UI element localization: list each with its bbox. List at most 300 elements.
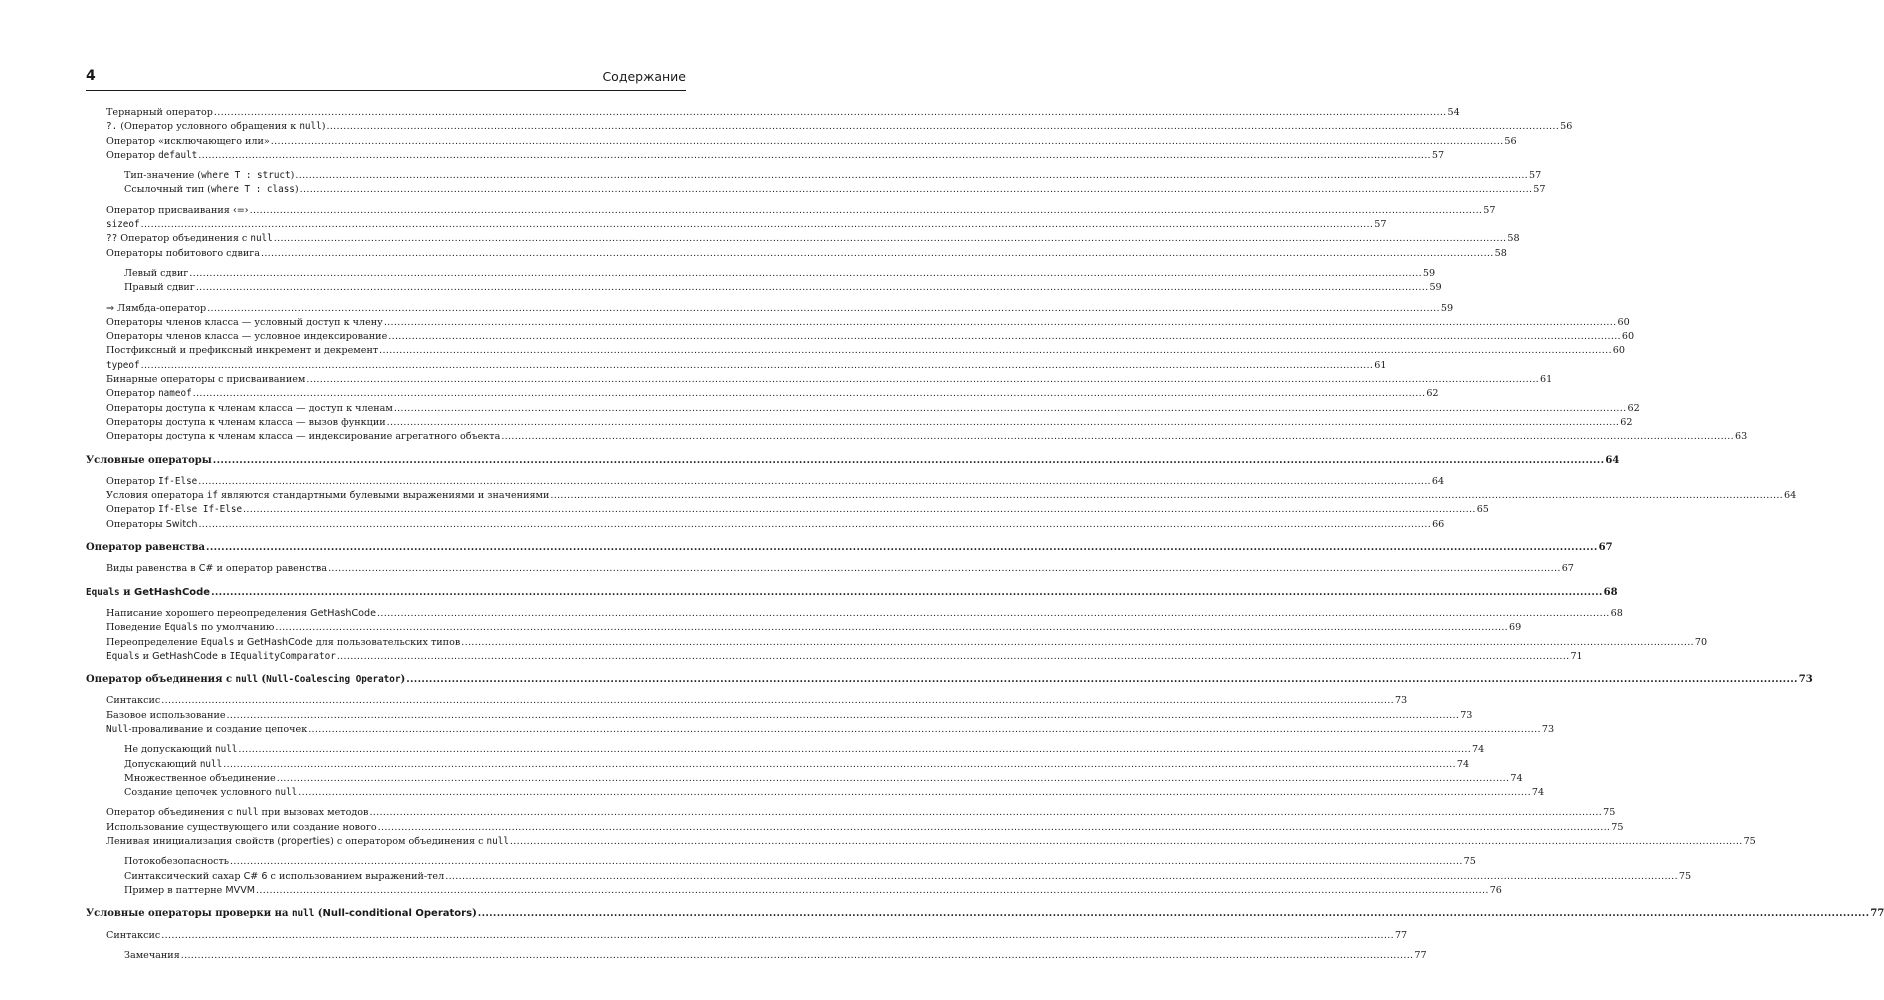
toc-page-number: 75	[1603, 807, 1616, 819]
toc-title-segment: null	[215, 744, 238, 756]
dot-leader	[501, 430, 1734, 444]
toc-entry-title	[86, 586, 210, 600]
toc-title-segment: Ссылочный тип (	[124, 184, 211, 196]
toc-title-segment: Переопределение	[106, 636, 201, 648]
toc-title-segment: Оператор	[106, 388, 159, 400]
toc-title-segment: GetHashCode	[133, 586, 211, 598]
dot-leader	[298, 786, 1531, 800]
toc-entry[interactable]	[86, 786, 1545, 800]
dot-leader	[196, 281, 1429, 295]
toc-title-segment: Операторы	[106, 518, 166, 530]
toc-page-number: 56	[1560, 121, 1573, 133]
toc-entry-title	[124, 758, 222, 772]
toc-page-number: 59	[1422, 267, 1436, 279]
dot-leader	[295, 169, 1528, 183]
toc-title-segment: Операторы членов класса — условный доступ к члену	[106, 316, 383, 328]
toc-entry[interactable]	[86, 416, 1633, 430]
toc-page-number: 68	[1610, 607, 1623, 619]
toc-entry-title	[106, 621, 274, 635]
toc-entry[interactable]	[86, 359, 1387, 373]
toc-title-segment: null	[291, 908, 315, 920]
toc-entry-title	[124, 281, 195, 295]
dot-leader	[206, 541, 1598, 555]
toc-title-segment: Оператор	[106, 504, 159, 516]
toc-title-segment: nameof	[158, 388, 192, 400]
toc-entry-title	[106, 135, 270, 149]
toc-page-number: 73	[1394, 695, 1408, 707]
dot-leader	[161, 694, 1394, 708]
toc-title-segment: (Оператор условного обращения к	[117, 121, 300, 133]
toc-page-number: 66	[1432, 518, 1445, 530]
toc-title-segment: null	[250, 233, 273, 245]
toc-title-segment: Замечания	[124, 949, 180, 961]
toc-entry-title	[106, 518, 197, 532]
toc-section[interactable]	[86, 586, 1618, 600]
toc-section[interactable]	[86, 907, 1884, 921]
toc-entry-title	[106, 709, 226, 723]
dot-leader	[227, 709, 1460, 723]
toc-page-number: 57	[1431, 149, 1445, 161]
toc-page-number: 61	[1374, 359, 1387, 371]
toc-title-segment: Оператор присваивания	[106, 204, 233, 216]
toc-entry[interactable]	[86, 821, 1624, 835]
toc-title-segment: и	[234, 636, 247, 648]
toc-entry[interactable]	[86, 373, 1553, 387]
toc-title-segment: ?.	[106, 121, 118, 133]
toc-entry[interactable]	[86, 120, 1573, 134]
dot-leader	[277, 772, 1510, 786]
dot-leader	[369, 806, 1602, 820]
toc-entry[interactable]	[86, 402, 1640, 416]
toc-title-segment: )	[294, 184, 299, 196]
dot-leader	[308, 723, 1541, 737]
toc-entry[interactable]	[86, 709, 1473, 723]
toc-page-number: 74	[1510, 772, 1523, 784]
toc-title-segment: properties	[281, 836, 331, 848]
toc-page-number: 71	[1570, 650, 1583, 662]
dot-leader	[141, 359, 1374, 373]
toc-title-segment: Операторы доступа к членам класса — вызов функции	[106, 416, 386, 428]
toc-entry[interactable]	[86, 302, 1454, 316]
toc-entry[interactable]	[86, 169, 1542, 183]
dot-leader	[384, 316, 1617, 330]
toc-entry-title	[106, 416, 386, 430]
toc-page-number: 61	[1540, 374, 1553, 386]
toc-entry-title	[124, 183, 299, 197]
toc-title-segment: Оператор объединения с	[106, 807, 237, 819]
toc-title-segment: Оператор объединения с	[117, 233, 251, 245]
toc-title-segment: )	[321, 121, 326, 133]
toc-title-segment: ‹=›	[232, 204, 249, 216]
toc-entry[interactable]	[86, 772, 1523, 786]
toc-page-number: 64	[1605, 454, 1620, 466]
toc-title-segment: и	[139, 650, 153, 662]
toc-entry[interactable]	[86, 884, 1502, 898]
toc-title-segment: null	[235, 674, 258, 686]
toc-entry[interactable]	[86, 330, 1635, 344]
toc-title-segment: GetHashCode	[310, 607, 377, 619]
dot-leader	[445, 870, 1678, 884]
toc-title-segment: Правый сдвиг	[124, 282, 195, 294]
toc-page-number: 58	[1494, 247, 1507, 259]
toc-entry-title	[106, 120, 325, 134]
toc-title-segment: для пользовательских типов	[312, 636, 461, 648]
toc-title-segment: Тернарный оператор	[106, 107, 213, 118]
toc-title-segment: Поведение	[106, 622, 165, 634]
toc-entry[interactable]	[86, 232, 1520, 246]
dot-leader	[207, 302, 1440, 316]
dot-leader	[478, 907, 1870, 921]
toc-page-number: 60	[1621, 331, 1635, 343]
toc-page-number: 74	[1531, 787, 1545, 799]
toc-title-segment: Пример в паттерне	[124, 884, 226, 896]
toc-title-segment: Ленивая инициализация свойств (	[106, 836, 282, 848]
toc-page-number: 70	[1694, 636, 1708, 648]
toc-entry-title	[106, 316, 383, 330]
toc-entry[interactable]	[86, 870, 1692, 884]
toc-entry-title	[106, 723, 307, 737]
toc-page-number: 76	[1489, 884, 1502, 896]
dot-leader	[261, 247, 1494, 261]
toc-entry[interactable]	[86, 621, 1522, 635]
toc-title-segment: sizeof	[106, 219, 140, 231]
toc-entry[interactable]	[86, 204, 1496, 218]
header-rule	[86, 90, 686, 91]
dot-leader	[461, 636, 1694, 650]
toc-entry[interactable]	[86, 806, 1616, 820]
toc-entry-title	[106, 503, 242, 517]
toc-page-number: 57	[1529, 170, 1542, 182]
dot-leader	[271, 135, 1504, 149]
toc-title-segment: Использование существующего или создание нового	[106, 821, 377, 833]
toc-entry-title	[106, 489, 549, 503]
toc-title-segment: Допускающий	[124, 758, 200, 770]
toc-entry[interactable]	[86, 430, 1748, 444]
toc-title-segment: Equals	[200, 636, 235, 648]
dot-leader	[256, 884, 1489, 898]
toc-entry[interactable]	[86, 281, 1442, 295]
toc-title-segment: Постфиксный и префиксный инкремент и декремент	[106, 345, 379, 357]
toc-entry-title	[106, 821, 377, 835]
toc-entry[interactable]	[86, 183, 1546, 197]
toc-title-segment: Синтаксис	[106, 929, 161, 941]
dot-leader	[161, 929, 1394, 943]
toc-entry[interactable]	[86, 694, 1408, 708]
toc-page-number: 74	[1472, 744, 1485, 756]
toc-title-segment: If-Else	[158, 475, 198, 487]
toc-title-segment: MVVM	[225, 884, 256, 896]
dot-leader	[189, 267, 1422, 281]
toc-entry-title	[106, 835, 509, 849]
toc-page-number: 60	[1612, 345, 1626, 357]
dot-leader	[388, 330, 1621, 344]
toc-page-number: 73	[1541, 723, 1555, 735]
toc-title-segment: Тип-значение (	[124, 170, 202, 182]
toc-entry[interactable]	[86, 344, 1626, 358]
toc-title-segment: GetHashCode	[246, 636, 313, 648]
page-header	[86, 68, 686, 88]
toc-entry[interactable]	[86, 135, 1517, 149]
toc-page-number: 74	[1456, 758, 1470, 770]
toc-entry-title	[86, 907, 477, 921]
dot-leader	[394, 402, 1627, 416]
toc-page-number: 56	[1504, 135, 1517, 147]
toc-entry-title	[106, 636, 460, 650]
toc-title-segment: ⇒	[106, 302, 115, 314]
toc-entry[interactable]	[86, 636, 1708, 650]
toc-title-segment: Потокобезопасность	[124, 856, 230, 868]
toc-title-segment: (	[314, 908, 323, 920]
toc-title-segment: Оператор	[106, 149, 159, 161]
toc-entry-title	[106, 562, 327, 576]
toc-section[interactable]	[86, 673, 1813, 687]
toc-title-segment: по умолчанию	[197, 622, 275, 634]
toc-title-segment: Создание цепочек условного	[124, 787, 275, 799]
dot-leader	[275, 621, 1508, 635]
toc-title-segment: )	[472, 908, 477, 920]
toc-page-number: 65	[1476, 504, 1489, 516]
toc-page-number: 54	[1447, 107, 1460, 118]
toc-title-segment: Операторы доступа к членам класса — доступ к членам	[106, 402, 393, 414]
dot-leader	[300, 183, 1533, 197]
toc-page-number: 59	[1440, 302, 1454, 314]
toc-page-number: 63	[1734, 431, 1748, 443]
toc-entry-title	[106, 373, 305, 387]
toc-title-segment: null	[236, 807, 259, 819]
toc-page-number: 75	[1678, 870, 1692, 882]
toc-page-number: 62	[1627, 402, 1640, 414]
toc-title-segment: Equals	[164, 622, 198, 634]
dot-leader	[378, 821, 1611, 835]
toc-title-segment: Виды равенства в	[106, 563, 199, 575]
toc-title-segment: Бинарные операторы с присваиванием	[106, 374, 306, 386]
toc-page-number: 77	[1394, 929, 1408, 941]
toc-title-segment: Синтаксический сахар	[124, 870, 244, 882]
toc-title-segment: Null	[106, 723, 129, 735]
toc-entry-title	[124, 772, 276, 786]
toc-entry[interactable]	[86, 316, 1630, 330]
toc-entry[interactable]	[86, 562, 1574, 576]
toc-page-number: 73	[1460, 709, 1473, 721]
toc-page-number: 68	[1603, 586, 1618, 598]
toc-entry[interactable]	[86, 267, 1436, 281]
toc-entry[interactable]	[86, 149, 1445, 163]
toc-entry[interactable]	[86, 835, 1756, 849]
toc-entry-title	[106, 302, 206, 316]
dot-leader	[198, 149, 1431, 163]
dot-leader	[306, 373, 1539, 387]
toc-entry-title	[86, 541, 205, 555]
toc-entry[interactable]	[86, 387, 1439, 401]
toc-entry[interactable]	[86, 503, 1489, 517]
toc-entry-title	[86, 673, 405, 687]
dot-leader	[211, 586, 1603, 600]
toc-entry[interactable]	[86, 723, 1555, 737]
dot-leader	[250, 204, 1483, 218]
toc-title-segment: GetHashCode	[152, 650, 218, 662]
toc-title-segment: Множественное объединение	[124, 772, 276, 784]
toc-entry-title	[106, 247, 260, 261]
toc-entry-title	[106, 359, 140, 373]
toc-page-number: 57	[1374, 219, 1387, 231]
toc-entry-title	[124, 870, 444, 884]
toc-entry-title	[106, 106, 213, 120]
toc-page-number: 57	[1533, 184, 1546, 196]
toc-entry[interactable]	[86, 475, 1445, 489]
toc-page-number: 75	[1743, 836, 1756, 848]
toc-title-segment: при вызовах методов	[258, 807, 369, 819]
toc-entry-title	[106, 694, 160, 708]
dot-leader	[406, 673, 1798, 687]
toc-page-number: 69	[1509, 622, 1522, 634]
dot-leader	[181, 949, 1414, 963]
dot-leader	[550, 489, 1783, 503]
toc-title-segment: Левый сдвиг	[124, 267, 189, 279]
toc-title-segment: и оператор равенства	[213, 563, 328, 575]
toc-entry[interactable]	[86, 489, 1797, 503]
toc-page-number: 60	[1617, 316, 1630, 328]
toc-title-segment: if	[206, 490, 218, 502]
toc-page-number: 73	[1798, 674, 1813, 686]
toc-title-segment: null	[274, 787, 298, 799]
page-number: 4	[86, 68, 96, 84]
toc-entry-title	[106, 218, 140, 232]
toc-title-segment: Оператор «исключающего или»	[106, 135, 270, 147]
toc-title-segment: ??	[106, 233, 118, 245]
toc-title-segment: C# 6	[243, 870, 268, 882]
toc-title-segment: Операторы доступа к членам класса — индексирование агрегатного объекта	[106, 431, 501, 443]
toc-title-segment: -проваливание и создание цепочек	[128, 723, 308, 735]
dot-leader	[198, 475, 1431, 489]
toc-title-segment: Условные операторы	[86, 454, 212, 466]
toc-entry[interactable]	[86, 607, 1623, 621]
toc-entry[interactable]	[86, 518, 1445, 532]
toc-title-segment: where T : struct	[201, 170, 291, 182]
toc-entry[interactable]	[86, 650, 1583, 664]
toc-title-segment: Equals	[86, 586, 120, 598]
dot-leader	[238, 743, 1471, 757]
toc-entry-title	[106, 402, 393, 416]
toc-entry[interactable]	[86, 758, 1470, 772]
toc-entry-title	[106, 806, 368, 820]
dot-leader	[230, 855, 1463, 869]
toc-title-segment: typeof	[106, 359, 140, 371]
dot-leader	[379, 344, 1612, 358]
toc-entry-title	[86, 454, 212, 468]
toc-title-segment: ) с оператором объединения с	[330, 836, 487, 848]
toc-page-number: 62	[1426, 388, 1439, 400]
dot-leader	[198, 518, 1431, 532]
toc-section[interactable]	[86, 454, 1620, 468]
toc-entry-title	[106, 149, 197, 163]
toc-entry[interactable]	[86, 106, 1460, 120]
toc-page-number: 75	[1463, 856, 1476, 868]
toc-entry-title	[124, 884, 255, 898]
toc-title-segment: (	[257, 674, 267, 686]
toc-title-segment: C#	[198, 563, 214, 575]
toc-title-segment: null	[199, 758, 223, 770]
dot-leader	[213, 454, 1605, 468]
toc-title-segment: IEqualityComparator	[229, 650, 336, 662]
toc-title-segment: являются стандартными булевыми выражениями и значениями	[217, 490, 550, 502]
toc-entry-title	[106, 650, 336, 664]
toc-title-segment: Оператор объединения с	[86, 674, 236, 686]
toc-title-segment: null	[486, 836, 509, 848]
toc-entry-title	[106, 607, 376, 621]
toc-entry-title	[124, 169, 294, 183]
toc-title-segment: в	[217, 650, 230, 662]
toc-entry-title	[106, 232, 273, 246]
toc-title-segment: Синтаксис	[106, 695, 161, 707]
toc-entry-title	[106, 387, 192, 401]
toc-page-number: 64	[1784, 490, 1797, 502]
dot-leader	[387, 416, 1620, 430]
dot-leader	[193, 387, 1426, 401]
toc-title-segment: null	[299, 121, 322, 133]
dot-leader	[510, 835, 1743, 849]
toc-entry[interactable]	[86, 855, 1476, 869]
toc-title-segment: Лямбда-оператор	[114, 302, 207, 314]
dot-leader	[326, 120, 1559, 134]
toc-entry-title	[124, 786, 297, 800]
dot-leader	[337, 650, 1570, 664]
dot-leader	[274, 232, 1507, 246]
toc-entry-title	[124, 855, 229, 869]
toc-entry-title	[106, 330, 387, 344]
toc-entry-title	[106, 344, 378, 358]
toc-page-number: 67	[1598, 542, 1613, 554]
toc-page-number: 75	[1611, 821, 1624, 833]
toc-title-segment: Switch	[165, 518, 198, 530]
toc-entry[interactable]	[86, 743, 1485, 757]
toc-title-segment: If-Else If-Else	[158, 504, 243, 516]
dot-leader	[214, 106, 1447, 120]
toc-title-segment: и	[119, 586, 134, 598]
toc-page-number: 64	[1431, 475, 1445, 487]
toc-title-segment: с использованием выражений-тел	[267, 870, 445, 882]
toc-page-number: 77	[1870, 908, 1884, 920]
dot-leader	[328, 562, 1561, 576]
toc-page-number: 58	[1507, 233, 1520, 245]
toc-title-segment: Базовое использование	[106, 709, 226, 721]
toc-page-number: 62	[1620, 416, 1633, 428]
toc-title-segment: Условные операторы проверки на	[86, 908, 292, 920]
toc-page-number: 59	[1429, 282, 1442, 294]
toc-entry-title	[124, 949, 180, 963]
toc-title-segment: Null-Coalescing Operator	[266, 674, 401, 686]
toc-title-segment: Equals	[106, 650, 140, 662]
table-of-contents	[86, 106, 1884, 963]
toc-section[interactable]	[86, 541, 1613, 555]
running-title: Содержание	[602, 69, 686, 84]
toc-page-number: 67	[1561, 563, 1574, 575]
dot-leader	[377, 607, 1610, 621]
toc-page-number: 57	[1483, 204, 1496, 216]
toc-title-segment: Не допускающий	[124, 744, 216, 756]
toc-entry[interactable]	[86, 949, 1427, 963]
toc-title-segment: )	[290, 170, 295, 182]
toc-entry[interactable]	[86, 247, 1507, 261]
dot-leader	[243, 503, 1476, 517]
toc-title-segment: )	[400, 674, 406, 686]
toc-entry[interactable]	[86, 929, 1408, 943]
toc-entry-title	[106, 204, 249, 218]
toc-title-segment: Условия оператора	[106, 490, 207, 502]
toc-title-segment: Null-conditional Operators	[322, 908, 473, 920]
toc-title-segment: Написание хорошего переопределения	[106, 607, 311, 619]
dot-leader	[223, 758, 1456, 772]
toc-entry[interactable]	[86, 218, 1387, 232]
